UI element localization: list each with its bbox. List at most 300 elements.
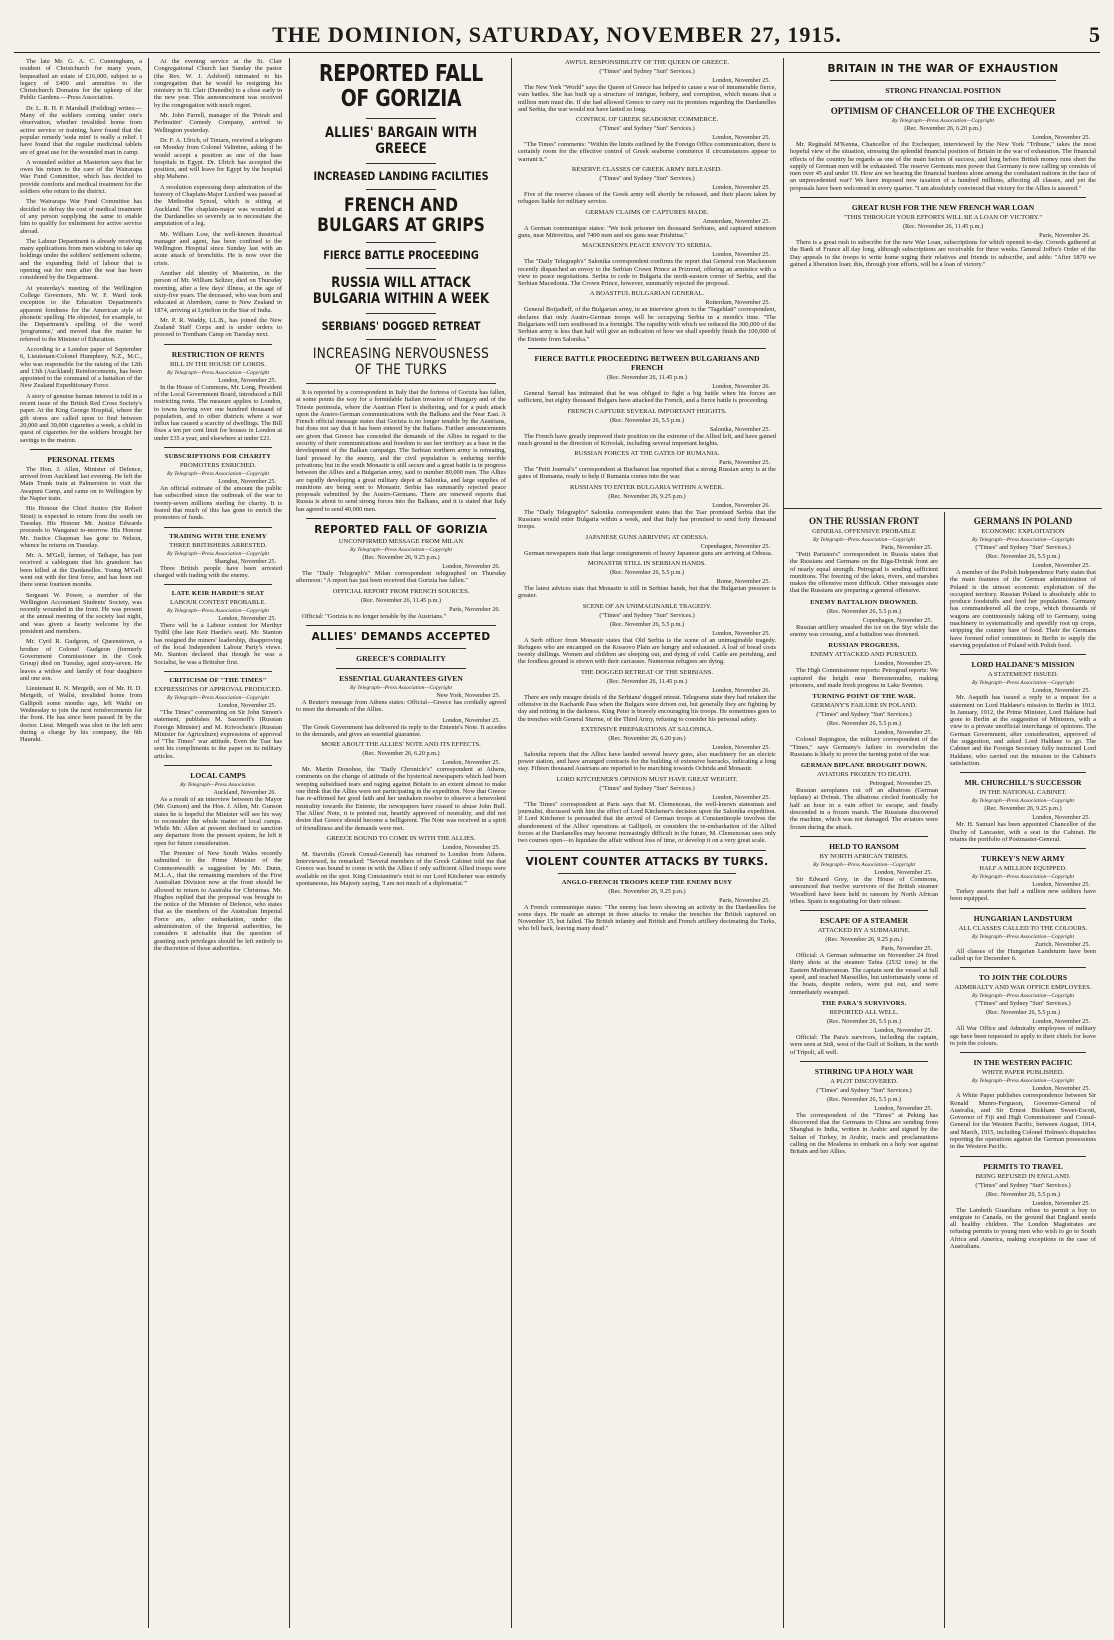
permits-heading: PERMITS TO TRAVEL	[983, 1161, 1063, 1171]
received-time: (Rec. November 26, 5.5 p.m.)	[826, 1017, 902, 1025]
trading-subheading: THREE BRITISHERS ARRESTED.	[169, 541, 267, 549]
local-camps-heading: LOCAL CAMPS	[190, 771, 246, 780]
headline-turks-nervousness: INCREASING NERVOUSNESS OF THE TURKS	[312, 346, 490, 378]
news-paragraph: There are only meagre details of the Serbians' dogged retreat. Telegrams state they had retaken the offensive in the Kachanik Pass when the Bulgars were driven out, but generally they are fighting by day and retiring in the darkness. King Peter is bravely encouraging his troops. He sometimes goes to the trenches with General Sturme, of the Third Army, refusing to consider his personal safety.	[518, 693, 776, 723]
services-credit: ("Times" and Sydney "Sun" Services.)	[816, 1086, 912, 1094]
article-separator	[800, 197, 1086, 198]
queen-heading: AWFUL RESPONSIBILITY OF THE QUEEN OF GREECE.	[564, 59, 730, 66]
news-paragraph: A member of the Polish Independence Party states that the main features of the German administration of Poland is the utmost economic exploitation of the occupied territory. Russian Poland is absolutely able to produce foodstuffs and feed her population. Germany has commandeered all the crops, which thousands of wagons are continuously taking off to Germany, using machinery to systematically and speedily root up crops, stripping the country bare of food. Their the Germans have formed relief committees in Berlin to supply the starving population of Poland with Polish food.	[950, 569, 1096, 649]
enter-bulgaria-heading: RUSSIANS TO ENTER BULGARIA WITHIN A WEEK.	[570, 483, 724, 491]
times-criticism-heading: CRITICISM OF "THE TIMES"	[169, 676, 267, 684]
news-paragraph: The Lambeth Guardians refuse to permit a boy to emigrate to Canada, on the ground that England needs all healthy children. The London Magistrates are refusing permits to young men who wish to go to South Africa and America, making exceptions in the case of Australians.	[950, 1206, 1096, 1251]
dateline: London, November 25.	[218, 701, 276, 709]
services-credit: ("Times" and Sydney "Sun" Services.)	[599, 611, 695, 619]
exhaustion-subheading-2: OPTIMISM OF CHANCELLOR OF THE EXCHEQUER	[830, 106, 1056, 116]
byline: By Telegraph—Press Association—Copyright	[971, 680, 1075, 687]
dateline: London, November 25.	[712, 629, 770, 637]
news-paragraph: His Honour the Chief Justice (Sir Robert Stout) is expected to return from the south on Tuesday. His Honour Mr. Justice Edwards proceeds to Wanganui to-morrow. His Honour Mr. Justice Chapman has gone to Nelson, whence he returns on Tuesday.	[20, 505, 142, 549]
news-paragraph: The Labour Department is already receiving many applications from men wishing to take up holdings under the soldiers' settlement scheme, and the expanding field of labour that is opening out for men after the war has been considered by the Department.	[20, 237, 142, 282]
byline: By Telegraph—Press Association—Copyright	[166, 550, 270, 557]
received-time: (Rec. November 26, 9.25 p.m.)	[825, 936, 903, 944]
byline: By Telegraph—Press Association.	[180, 782, 256, 788]
heights-heading: FRENCH CAPTURE SEVERAL IMPORTANT HEIGHTS.	[567, 407, 727, 415]
dateline: Paris, November 25.	[881, 945, 932, 953]
turkey-army-subheading: HALF A MILLION EQUIPPED.	[979, 865, 1067, 873]
news-paragraph: Mr. H. Samuel has been appointed Chancellor of the Duchy of Lancaster, with a seat in the Cabinet. He retains the portfolio of Postmaster-General.	[950, 821, 1096, 843]
news-paragraph: The French have greatly improved their position on the extreme of the Allied left, and have gained much ground in the direction of Krivolak, including several important heights.	[518, 432, 776, 447]
byline: By Telegraph—Press Association—Copyright	[971, 993, 1075, 1000]
received-time: (Rec. November 26, 5.5 p.m.)	[826, 607, 902, 615]
news-paragraph: Mr. A. M'Gell, farmer, of Taihape, has just received a cablegram that his grandson has been killed at the Dardanelles. Young M'Gell went out with the first force, and has been out there some fourteen months.	[20, 552, 142, 589]
dateline: London, November 25.	[218, 376, 276, 384]
services-credit: ("Times" and Sydney "Sun" Services.)	[975, 1000, 1071, 1008]
byline: By Telegraph—Press Association—Copyright	[166, 369, 270, 376]
dateline: London, November 25.	[218, 615, 276, 623]
news-paragraph: Mr. John Farrell, manager of the 'Petrah and Perlmutter' Comedy Company, arrived in Wellington yesterday.	[154, 112, 282, 134]
dateline: London, November 25.	[442, 716, 500, 724]
article-separator	[164, 765, 272, 766]
dateline: London, November 25.	[712, 184, 770, 192]
dateline: Rome, November 25.	[716, 577, 770, 585]
section-rule	[784, 508, 1102, 509]
dateline: London, November 25.	[712, 251, 770, 259]
column-1	[14, 58, 148, 1628]
fierce-battle-heading: FIERCE BATTLE PROCEEDING BETWEEN BULGARIANS AND FRENCH	[534, 353, 760, 372]
news-paragraph: "The Times" commenting on Sir John Simon's statement, publishes M. Sazonoff's (Russian Foreign Minister) and M. Krivochein's (Russian Minister for Agriculture) expressions of approval of "The Times" war attitude. Even the Tsar has sent his compliments to the paper on its military articles.	[154, 708, 282, 760]
news-paragraph: According to a London paper of September 6, Lieutenant-Colonel Humphrey, N.Z., M.C., who was responsible for the raising of the 12th and 13th (Auckland) Reinforcements, has been appointed to the command of a battalion of the New Zealand Expeditionary Force.	[20, 345, 142, 390]
column-5-top	[784, 58, 1102, 508]
article-separator	[164, 671, 272, 672]
para-survivors-heading: THE PARA'S SURVIVORS.	[821, 999, 907, 1007]
byline: By Telegraph—Press Association—Copyright	[166, 471, 270, 478]
received-time: (Rec. November 26, 5.5 p.m.)	[985, 1009, 1061, 1017]
news-paragraph: "The Times" comments: "Within the limits outlined by the Foreign Office communication, there is certainly room for the effective control of Greek seaborne commerce if circumstances appear to warrant it."	[518, 141, 776, 163]
dateline: London, November 25.	[874, 1104, 932, 1112]
charity-heading: SUBSCRIPTIONS FOR CHARITY	[164, 453, 272, 461]
received-time: (Rec. November 26, 5.5 p.m.)	[609, 620, 685, 628]
news-paragraph: Russian aeroplanes cut off an albatross (German biplane) at Dvinsk. The albatross circled frantically for half an hour in a vain effort to escape, and finally descended in a frozen marsh. The Russians discovered the machine, which was not damaged. The aviators were frozen during the attack.	[790, 787, 938, 831]
article-separator	[960, 772, 1086, 773]
headline-rule	[366, 268, 436, 269]
news-paragraph: Turkey asserts that half a million new soldiers have been equipped.	[950, 888, 1096, 903]
holy-war-heading: STIRRING UP A HOLY WAR	[814, 1066, 914, 1076]
dateline: Petrograd, November 25.	[869, 780, 932, 788]
news-paragraph: Official: The Para's survivors, including the captain, were seen at Sidi, west of the Gulf of Sollum, in the north of Tripoli, all well.	[790, 1033, 938, 1056]
news-paragraph: The "Daily Telegraph's" Salonika correspondent confirms the report that General von Mackensen recently dispatched an envoy to the Serbian Crown Prince at Prizrend, offering an armistice with a view to peace negotiations. Serbia to cede to Bulgaria the north-eastern corner of Serbia, and the Serbian Macedonia. The Crown Prince, however, summarily rejected the proposal.	[518, 258, 776, 288]
russian-front-subheading: GENERAL OFFENSIVE PROBABLE	[812, 528, 916, 535]
news-paragraph: Another old identity of Masterton, in the person of Mr. William Seltzer, died on Thursday morning, after a few days' illness, at the age of sixty-five years. The deceased, who was born and educated at Aberdeen, came to New Zealand in 1874, arriving at Lyttelton in the Star of India.	[154, 270, 282, 314]
claims-heading: GERMAN CLAIMS OF CAPTURES MADE.	[585, 208, 709, 216]
article-separator	[30, 449, 132, 450]
dateline: London, November 25.	[712, 743, 770, 751]
news-paragraph: Sergeant W. Power, a member of the Wellington Accountant Students' Society, was recently wounded in the front. He was present at the annual meeting of the society last night, and was given a hearty welcome by the president and members.	[20, 591, 142, 636]
received-time: (Rec. November 26, 9.25 p.m.)	[608, 492, 686, 500]
received-time: (Rec. November 26, 11.45 p.m.)	[606, 677, 688, 685]
trading-heading: TRADING WITH THE ENEMY	[169, 532, 267, 540]
news-paragraph: At yesterday's meeting of the Wellington College Governors, Mr. W. F. Ward took exception to the Education Department's apparent fondness for the American style of phonetic spelling. He objected, for example, to the Department's spelling of the word 'programme,' and moved that the matter be referred to the Minister of Education.	[20, 284, 142, 343]
dateline: London, November 26.	[712, 686, 770, 694]
dateline: Shanghai, November 25.	[214, 557, 276, 565]
dateline: Rotterdam, November 25.	[705, 299, 770, 307]
article-separator	[960, 967, 1086, 968]
turning-point-subheading: GERMANY'S FAILURE IN POLAND.	[811, 702, 917, 710]
news-paragraph: M. Stavridis (Greek Consul-General) has returned to London from Athens. Interviewed, he remarked: "Several members of the Greek Cabinet told me that Greece was bound to come in with the Allies if only sufficient Allied troops were available on the spot. King Constantine's visit to our Lord Kitchener was entirely spontaneous, his Majesty saying, 'I am not much of a diplomatist.'"	[296, 850, 506, 887]
dateline: London, November 25.	[1032, 1018, 1090, 1026]
allies-note-subheading: MORE ABOUT THE ALLIES' NOTE AND ITS EFFECTS.	[321, 741, 481, 749]
news-paragraph: All classes of the Hungarian Landsturm have been called up for December 6.	[950, 947, 1096, 963]
salonika-heading: EXTENSIVE PREPARATIONS AT SALONIKA.	[581, 725, 713, 733]
news-paragraph: General Boijadieff, of the Bulgarian army, in an interview given to the "Tageblatt" correspondent, declares that only Austro-German troops will be occupying Serbia in a month's time. "The Bulgarians will turn southward in a fortnight. The rapidity with which we reduced the 300,000 of the Serbian army is less than half will give an indication of how we shall speedily finish the 100,000 of the Entente from Salonika."	[518, 306, 776, 343]
news-paragraph: Mr. Cyril R. Gudgeon, of Queenstown, a brother of Colonel Gudgeon (formerly Government Commissioner in the Cook Group) died on Tuesday, aged sixty-seven. He leaves a widow and family of four daughters and one son.	[20, 638, 142, 682]
news-paragraph: There is a great rush to subscribe for the new War Loan, subscriptions for which opened to-day. Crowds gathered at the Bank of France all day long, although subscriptions are receivable for three weeks. General Joffre's Order of the Day appeals to the troops to write home urging their relatives and friends to subscribe, and adds: "After 1870 we gained a liberation loan; this, through your efforts, will be a loan of victory."	[790, 239, 1096, 268]
article-separator	[164, 344, 272, 345]
headline-rule	[830, 80, 1056, 81]
escape-heading: ESCAPE OF A STEAMER	[819, 916, 909, 926]
headline-fierce-battle: FIERCE BATTLE PROCEEDING	[323, 248, 479, 262]
kitchener-heading: LORD KITCHENER'S OPINION MUST HAVE GREAT WEIGHT.	[556, 775, 738, 783]
headline-gorizia: REPORTED FALL OF GORIZIA	[319, 61, 483, 112]
received-time: (Rec. November 26, 5.5 p.m.)	[609, 568, 685, 576]
demands-heading: ALLIES' DEMANDS ACCEPTED	[311, 630, 491, 643]
newspaper-title: THE DOMINION, SATURDAY, NOVEMBER 27, 1915.	[272, 22, 842, 47]
article-separator	[800, 910, 928, 911]
news-paragraph: Salonika reports that the Allies have landed several heavy guns, also machinery for an electric power station, and have arranged contracts for the building of extensive barracks, indicating a long stay. Fifteen thousand Austrians are reported to be marching towards Ochrida and Monastir.	[518, 750, 776, 773]
headline-rule	[366, 339, 436, 340]
dateline: Zurich, November 25.	[1035, 940, 1090, 948]
received-time: (Rec. November 26, 6.20 p.m.)	[362, 750, 440, 758]
headline-rule	[366, 118, 436, 119]
para-survivors-subheading: REPORTED ALL WELL.	[829, 1008, 899, 1016]
news-paragraph: German newspapers state that large consignments of heavy Japanese guns are arriving at Odessa.	[524, 549, 773, 557]
dateline: London, November 25.	[1032, 562, 1090, 569]
official-report-subheading: OFFICIAL REPORT FROM FRENCH SOURCES.	[332, 587, 470, 595]
dateline: London, November 25.	[874, 729, 932, 737]
dateline: Paris, November 25.	[881, 544, 932, 551]
poland-subheading: ECONOMIC EXPLOITATION	[981, 528, 1065, 535]
landsturm-heading: HUNGARIAN LANDSTURM	[973, 913, 1073, 923]
reserve-heading: RESERVE CLASSES OF GREEK ARMY RELEASED.	[571, 166, 723, 174]
dateline: Paris, November 25.	[719, 896, 770, 904]
dateline: Amsterdam, November 25.	[702, 217, 770, 225]
received-time: (Rec. November 26, 11.45 p.m.)	[902, 223, 984, 231]
byline: By Telegraph—Press Association—Copyright	[166, 694, 270, 701]
ransom-subheading: BY NORTH AFRICAN TRIBES.	[819, 852, 909, 860]
dateline: Paris, November 26.	[1039, 232, 1090, 240]
dateline: Copenhagen, November 25.	[700, 542, 770, 550]
demands-subheading: GREECE'S CORDIALITY	[356, 653, 446, 663]
headline-rule	[366, 189, 436, 190]
services-credit: ("Times" and Sydney "Sun" Services.)	[599, 68, 695, 75]
churchill-heading: MR. CHURCHILL'S SUCCESSOR	[964, 778, 1082, 788]
headline-russia-attack: RUSSIA WILL ATTACK BULGARIA WITHIN A WEEK	[312, 275, 490, 307]
headline-rule	[830, 100, 1056, 101]
received-time: (Rec. November 26, 9.25 p.m.)	[362, 554, 440, 562]
news-paragraph: The correspondent of the "Times" at Peking has discovered that the Germans in China are sending from Shanghai to India, written in Arabic and signed by the Sultan of Turkey, in Arabic, tracts and proclamations calling on the Moslems to embark on a holy war against Britain and her Allies.	[790, 1111, 938, 1156]
news-paragraph: The latest advices state that Monastir is still in Serbian hands, but that the Bulgarian pressure is greater.	[518, 584, 776, 600]
violent-attacks-subheading: ANGLO-FRENCH TROOPS KEEP THE ENEMY BUSY	[561, 878, 733, 886]
dateline: London, November 25.	[874, 868, 932, 876]
drowned-heading: ENEMY BATTALION DROWNED.	[810, 598, 918, 606]
news-paragraph: A German communique states: "We took prisoner ten thousand Serbians, and captured nineteen guns, near Mitrovitza, and 7400 men and six guns near Prishtina."	[518, 224, 776, 239]
news-paragraph: The late Mr. G. A. C. Cunningham, a resident of Christchurch for many years, bequeathed an estate of £16,000, subject to a legacy of £400 and annuities to the Christchurch Domains for the upkeep of the Public Gardens.—Press Association.	[20, 58, 142, 102]
byline: By Telegraph—Press Association—Copyright	[166, 608, 270, 615]
column-2	[148, 58, 288, 1628]
article-separator	[960, 848, 1086, 849]
received-time: (Rec. November 26, 9.25 p.m.)	[608, 887, 686, 895]
news-paragraph: Dr. L. R. H. P. Marshall (Feilding) writes:—Many of the soldiers coming under one's observation, whether invalided home from active service or training, have found that the popular remedy 'soda mint' is really a relief. I have found that the regular medicinal tablets are of great use for the wounded man in camp.	[20, 104, 142, 156]
article-separator	[528, 850, 766, 851]
byline: By Telegraph—Press Association—Copyright	[971, 874, 1075, 881]
news-paragraph: Lieutenant R. N. Mergeth, son of Mr. H. D. Mergeth, of Wallsi, invalided home from Gallipoli some months ago, left Waihi on Wednesday to join the next reinforcements for the front. He has since been passed fit by the doctor. Lieut. Mergeth was shot in the left arm during a charge by his company, the 6th Hauraki.	[20, 685, 142, 744]
western-pacific-subheading: WHITE PAPER PUBLISHED.	[981, 1069, 1065, 1077]
dateline: London, November 26.	[442, 563, 500, 571]
landsturm-subheading: ALL CLASSES CALLED TO THE COLOURS.	[958, 924, 1088, 932]
headline-rule	[336, 668, 466, 669]
article-separator	[960, 908, 1086, 909]
received-time: (Rec. November 26, 9.25 p.m.)	[984, 805, 1062, 813]
violent-attacks-heading: VIOLENT COUNTER ATTACKS BY TURKS.	[525, 855, 769, 868]
news-paragraph: Five of the reserve classes of the Greek army will shortly be released, and their places taken by refugees liable for military service.	[518, 191, 776, 206]
holy-war-subheading: A PLOT DISCOVERED.	[830, 1077, 898, 1085]
article-separator	[164, 584, 272, 585]
news-paragraph: A Reuter's message from Athens states: Official—Greece has cordially agreed to meet the demands of the Allies.	[296, 698, 506, 714]
dateline: Paris, November 26.	[449, 605, 500, 613]
article-separator	[960, 1052, 1086, 1053]
news-paragraph: As a result of an interview between the Mayor (Mr. Gunson) and the Hon. J. Allen, Mr. Gunson states he is hopeful the Minister will see his way to reconsider the whole matter of local camps. While Mr. Allen at present declined to sanction any departure from the present system, he left it open for future consideration.	[154, 796, 282, 847]
headline-rule	[366, 313, 436, 314]
dateline: Copenhagen, November 25.	[862, 616, 932, 624]
column-4	[512, 58, 782, 1628]
loan-heading: GREAT RUSH FOR THE NEW FRENCH WAR LOAN	[851, 203, 1035, 213]
commerce-heading: CONTROL OF GREEK SEABORNE COMMERCE.	[575, 116, 719, 124]
received-time: (Rec. November 26, 5.5 p.m.)	[985, 553, 1061, 560]
news-paragraph: The Greek Government has delivered its reply to the Entente's Note. It accedes to the demands, and gives an essential guarantee.	[296, 723, 506, 738]
headline-rule	[366, 163, 436, 164]
news-paragraph: The "Daily Telegraph's" Milan correspondent telegraphed on Thursday afternoon: "A report has just been received that Gorizia has fallen."	[296, 570, 506, 585]
churchill-subheading: IN THE NATIONAL CABINET.	[979, 789, 1067, 797]
haldane-subheading: A STATEMENT ISSUED.	[987, 671, 1059, 679]
dateline: New York, November 25.	[436, 691, 500, 699]
article-separator	[960, 1156, 1086, 1157]
personal-items-heading: PERSONAL ITEMS	[47, 454, 115, 464]
news-paragraph: Colonel Repington, the military correspondent of the "Times," says Germany's failure to overwhelm the Russians is likely to prove the turning point of the war.	[790, 736, 938, 758]
news-paragraph: A Serb officer from Monastir states that Old Serbia is the scene of an unimaginable tragedy. Refugees who are encamped on the Kossovo Plain are hungry and exhausted. A loaf of bread costs twenty shillings. Women and children are sleeping out, and dying of cold. Cattle are perishing, and the foodless ground is strewn with their carcasses. Numerous refugees are dying.	[518, 636, 776, 666]
haldane-heading: LORD HALDANE'S MISSION	[971, 660, 1075, 670]
services-credit: ("Times" and Sydney "Sun" Services.)	[975, 544, 1071, 551]
exhaustion-heading: BRITAIN IN THE WAR OF EXHAUSTION	[827, 63, 1059, 75]
news-paragraph: Official: "Gorizia is no longer tenable by the Austrians."	[302, 612, 447, 620]
article-separator	[800, 1061, 928, 1062]
news-paragraph: "The Times" correspondent at Paris says that M. Clemenceau, the well-known statesman and journalist, discussed with him the effect of Lord Kitchener's decision upon the Salonika expedition. If Lord Kitchener is persuaded that the arrival of German troops at Constantinople involves the abandonment of the Allies' operations at Gallipoli, or considers the re-embarkation of the Allied forces at the Dardanelles may become increasingly difficult in the future, M. Clemenceau sees only two courses open—to liquidate the affair without loss of time, or develop it on a very great scale.	[518, 800, 776, 845]
news-paragraph: There will be a Labour contest for Merthyr Tydfil (the late Keir Hardie's seat). Mr. Stanton has resigned the miners' leadership, disapproving of the local Independent Labour Party's views. Mr. Stanton declared that though he was a Socialist, he was a Britisher first.	[154, 622, 282, 666]
received-time: (Rec. November 26, 5.5 p.m.)	[985, 1190, 1061, 1198]
news-paragraph: The "Daily Telegraph's" Salonika correspondent states that the Tsar promised Serbia that the Russians would enter Bulgaria within a week, and that Italy has promised to send forty thousand troops.	[518, 508, 776, 531]
services-credit: ("Times" and Sydney "Sun" Services.)	[599, 125, 695, 133]
dateline: London, November 25.	[442, 843, 500, 851]
dateline: Paris, November 25.	[719, 459, 770, 467]
news-paragraph: The "Petit Journal's" correspondent at Bucharest has reported that a strong Russian army is at the gates of Rumania, ready to help if Rumania comes into the war.	[518, 466, 776, 481]
article-separator	[306, 625, 496, 626]
dateline: London, November 25.	[442, 759, 500, 767]
keir-hardie-heading: LATE KEIR HARDIE'S SEAT	[171, 590, 265, 598]
page-number: 5	[1089, 22, 1100, 47]
gorizia-subheading: UNCONFIRMED MESSAGE FROM MILAN	[338, 538, 464, 546]
article-separator	[164, 447, 272, 448]
headline-rule	[558, 873, 736, 874]
article-separator	[528, 348, 766, 349]
tragedy-heading: SCENE OF AN UNIMAGINABLE TRAGEDY.	[582, 602, 712, 610]
byline: By Telegraph—Press Association—Copyright	[349, 547, 453, 554]
services-credit: ("Times" and Sydney "Sun" Services.)	[816, 711, 912, 719]
news-paragraph: A story of genuine human interest is told in a recent issue of the British Red Cross Society's paper. At the King George Hospital, where the gift stores are called upon to find between 20,000 and 30,000 cigarettes a week, a child in quest of cigarettes for the soldiers brought her savings to the matron.	[20, 392, 142, 444]
join-colours-heading: TO JOIN THE COLOURS	[978, 973, 1068, 983]
keir-hardie-subheading: LABOUR CONTEST PROBABLE.	[169, 599, 267, 607]
envoy-heading: MACKENSEN'S PEACE ENVOY TO SERBIA.	[582, 242, 712, 250]
dateline: Auckland, November 26.	[213, 789, 276, 796]
news-paragraph: General Sarrail has intimated that he was obliged to fight a big battle when his forces are sufficient, but eighty thousand Bulgars have attacked the French, and a fierce battle is proceeding.	[518, 389, 776, 405]
dateline: London, November 25.	[1032, 134, 1090, 141]
news-paragraph: Official: A German submarine on November 24 fired thirty shots at the steamer Tafna (2532 tons) in the Eastern Mediterranean. The captain sent the vessel at full speed, and reached Marseilles, but unfortunately some of the boats, despite orders, were put out, and were immediately swamped.	[790, 952, 938, 996]
news-paragraph: Mr. Asquith has issued a reply to a request for a statement on Lord Haldane's mission to Berlin in 1912. In January, 1912, the Prime Minister, Lord Haldane had gone to Berlin at the suggestion of Ministers, with a view to a private unofficial interchange of opinions. The German Government, after consideration, approved of the suggestion, and asked Lord Haldane to go. The Cabinet and the Foreign Secretary fully instructed Lord Haldane, who carried out the mission to the Cabinet's satisfaction.	[950, 694, 1096, 767]
greece-bound-subheading: GREECE BOUND TO COME IN WITH THE ALLIES.	[326, 834, 476, 842]
headline-serbians-retreat: SERBIANS' DOGGED RETREAT	[321, 319, 481, 333]
news-paragraph: Dr. F. A. Ulrich, of Timaru, received a telegram on Monday from Colonel Valintine, asking if he would accept a position as one of the base hospitals in Egypt. Dr. Ulrich has accepted the position, and will leave for Egypt by the hospital ship Maheno.	[154, 136, 282, 181]
received-time: (Rec. November 26, 5.5 p.m.)	[826, 1095, 902, 1103]
news-paragraph: Russian artillery smashed the ice on the Styr while the enemy was crossing, and a battalion was drowned.	[790, 623, 938, 639]
dogged-retreat-heading: THE DOGGED RETREAT OF THE SERBIANS.	[580, 668, 714, 676]
article-separator	[800, 836, 928, 837]
dateline: London, November 25.	[712, 793, 770, 801]
headline-french-bulgars: FRENCH AND BULGARS AT GRIPS	[317, 195, 485, 236]
byline: By Telegraph—Press Association—Copyright	[971, 798, 1075, 805]
charity-subheading: PROMOTERS ENRICHED.	[179, 462, 257, 470]
western-pacific-heading: IN THE WESTERN PACIFIC	[973, 1058, 1073, 1068]
news-paragraph: The Premier of New South Wales recently submitted to the Prime Minister of the Commonwealth a suggestion by Mr. Dunn, M.L.A., that the remaining members of the First Australian Division now at the front should be allowed to return to Australia for Christmas. Mr. Hughes replied that the proposal was brought to the notice of the Minister of Defence, who states that as the members of the Australian Imperial Force are, after embarkation, under the administration of the Imperial authorities, he considers it advisable that the question of granting such privileges should be left entirely to the discretion of those authorities.	[154, 850, 282, 952]
received-time: (Rec. November 26, 6.20 p.m.)	[608, 734, 686, 742]
services-credit: ("Times" and Sydney "Sun" Services.)	[599, 175, 695, 183]
news-paragraph: The Hon. J. Allen, Minister of Defence, arrived from Auckland last evening. He left the Main Trunk train at Palmerston to visit the Awapuni Camp, and came on to Wellington by the Napier train.	[20, 465, 142, 503]
boastful-heading: A BOASTFUL BULGARIAN GENERAL.	[589, 290, 705, 298]
news-paragraph: An official estimate of the amount the public has subscribed since the outbreak of the war to twenty-seven millions sterling for charity. It is feared that much of this has gone to enrich the promoters of funds.	[154, 485, 282, 522]
news-paragraph: Sir Edward Grey, in the House of Commons, announced that twelve survivors of the British steamer Woodford have been held to ransom by North African tribes. Spain is negotiating for their release.	[790, 875, 938, 905]
news-paragraph: Mr. P. R. Waddy, LL.B., has joined the New Zealand Staff Corps and is under orders to proceed to Trentham Camp on Tuesday next.	[154, 316, 282, 339]
news-paragraph: The High Commissioner reports: Petrograd reports: We captured the height near Bereznemudno, making prisoners, and made fresh progress in Lake Sventen.	[790, 667, 938, 689]
byline: By Telegraph—Press Association—Copyright	[971, 1078, 1075, 1085]
loan-subheading: "THIS THROUGH YOUR EFFORTS WILL BE A LOAN OF VICTORY."	[843, 214, 1043, 222]
received-time: (Rec. November 26, 11.45 p.m.)	[606, 373, 688, 381]
masthead	[0, 14, 1114, 52]
dateline: London, November 25.	[1032, 814, 1090, 822]
byline: By Telegraph—Press Association—Copyright	[812, 861, 916, 868]
byline: By Telegraph—Press Association—Copyright	[971, 537, 1075, 543]
escape-subheading: ATTACKED BY A SUBMARINE.	[817, 927, 911, 935]
dateline: London, November 25.	[218, 478, 276, 486]
biplane-heading: GERMAN BIPLANE BROUGHT DOWN.	[800, 762, 928, 770]
received-time: (Rec. November 26, 11.45 p.m.)	[360, 596, 442, 604]
article-separator	[306, 383, 496, 384]
headline-greece-bargain: ALLIES' BARGAIN WITH GREECE	[324, 125, 478, 157]
dateline: Salonika, November 25.	[709, 425, 770, 433]
exhaustion-subheading: STRONG FINANCIAL POSITION	[885, 86, 1001, 95]
news-paragraph: A French communique states: "The enemy has been showing an activity in the Dardanelles for some days. He made an attempt in three attacks to retake the trenches the British captured on November 15, but failed. The British infantry and British and French artillery decimating the Turks, who fell back, leaving many dead."	[518, 903, 776, 933]
column-3	[290, 58, 512, 1628]
headline-landing-facilities: INCREASED LANDING FACILITIES	[313, 169, 489, 183]
news-paragraph: The Wairarapa War Fund Committee has decided to defray the cost of medical treatment of any person supplying the same to enable him to qualify for enlistment for active service abroad.	[20, 198, 142, 235]
services-credit: ("Times" and Sydney "Sun" Services.)	[599, 784, 695, 792]
received-time: (Rec. November 26, 5.5 p.m.)	[826, 720, 902, 728]
monastir-heading: MONASTIR STILL IN SERBIAN HANDS.	[587, 559, 707, 567]
article-separator	[960, 654, 1086, 655]
news-paragraph: A White Paper publishes correspondence between Sir Ronald Munro-Ferguson, Governor-General of Australia, and Sir Ernest Bickham Sweet-Escott, Governor of Fiji and High Commissioner and Consul-General for the Western Pacific, between August, 1914, and March, 1915, including Colonel Holmes's dispatches reporting the operations against the German possessions in the Western Pacific.	[950, 1092, 1096, 1151]
news-paragraph: A wounded soldier at Masterton says that he owes his return to the care of the Wairarapa War Fund Committee, which has decided to provide comforts and medical treatment for the soldiers who return to the district.	[20, 158, 142, 196]
poland-heading: GERMANS IN POLAND	[973, 516, 1073, 526]
byline: By Telegraph—Press Association—Copyright	[971, 933, 1075, 940]
column-5b	[944, 512, 1102, 1628]
news-paragraph: "Petit Parisien's" correspondent in Russia states that the Russians and Germans on the Riga-Dvinsk front are of nearly equal strength. Petrograd is sending sufficient munitions. The freezing of the lakes, rivers, and marshes makes the offensive more difficult. Other messages state that the Russians are preparing a general offensive.	[790, 551, 938, 595]
odessa-heading: JAPANESE GUNS ARRIVING AT ODESSA.	[585, 533, 709, 541]
demands-subheading-2: ESSENTIAL GUARANTEES GIVEN	[339, 673, 463, 683]
news-paragraph: Mr. Reginald M'Kenna, Chancellor of the Exchequer, interviewed by the New York "Tribune," takes the most hopeful view of the situation, stressing the splendid financial position of Britain in the war of exhaustion. The financial effects of the country he regards as one of the main factors of success, and long before British money runs short the supply of German men will be exhausted. The reserve Germans men power that Germany is now calling up consists of men over 45 and under 19. How are we bearing the financial burdens alone among the combatant nations in the face of an unprecedented war? We have imposed new taxation of a hundred millions, affecting all classes, and yet the proposals have been welcomed in every quarter. "I am absolutely convinced that victory for the Allies is assured."	[790, 141, 1096, 192]
byline: By Telegraph—Press Association—Copyright	[349, 684, 453, 691]
received-time: (Rec. November 26, 6.20 p.m.)	[904, 125, 982, 132]
news-paragraph: Mr. William Low, the well-known theatrical manager and agent, has been confined to the Wellington Hospital since Sunday last with an acute attack of bronchitis. He is now over the crisis.	[154, 230, 282, 267]
column-5a	[784, 512, 944, 1628]
main-headlines	[296, 62, 506, 378]
byline: By Telegraph—Press Association—Copyright	[891, 118, 995, 124]
turkey-army-heading: TURKEY'S NEW ARMY	[981, 854, 1065, 864]
news-paragraph: Three British people have been arrested charged with trading with the enemy.	[154, 564, 282, 579]
masthead-rule	[14, 52, 1100, 53]
dateline: London, November 26.	[712, 501, 770, 509]
news-paragraph: In the House of Commons, Mr. Long, President of the Local Government Board, introduced a Bill restricting rents. The measure applies to London, to towns having over one hundred thousand of population, and to other districts where a war influx has caused a scarcity of dwellings. The Bill fixes a ten per cent limit for houses in London at under £35 a year, and elsewhere at under £21.	[154, 383, 282, 442]
dateline: London, November 25.	[1032, 687, 1090, 695]
dateline: London, November 26.	[712, 382, 770, 390]
article-separator	[306, 518, 496, 519]
rumania-heading: RUSSIAN FORCES AT THE GATES OF RUMANIA.	[574, 450, 720, 458]
news-paragraph: All War Office and Admiralty employees of military age have been requested to apply to their chiefs for leave to join the colours.	[950, 1025, 1096, 1047]
news-paragraph: The New York "World" says the Queen of Greece has helped to cause a war of innumerable fierce, vain battles. She has built up a structure of intrigue, bribery, and corruption, which means that a million men must die. If she had allowed Greece to carry out its promises regarding the Dardanelles and Serbia, the war would not have lasted so long.	[518, 84, 776, 113]
dateline: London, November 25.	[1032, 881, 1090, 889]
turning-point-heading: TURNING POINT OF THE WAR.	[812, 693, 916, 701]
headline-rule	[336, 648, 466, 649]
news-paragraph: At the evening service at the St. Clair Congregational Church last Sunday the pastor (the Rev. W. J. Ashford) intimated to his congregation that he would be resigning his ministry in St. Clair (Dunedin) to a close early in the new year. This announcement was received by the congregation with much regret.	[154, 58, 282, 109]
dateline: London, November 25.	[712, 134, 770, 142]
dateline: London, November 25.	[874, 660, 932, 668]
progress-subheading: ENEMY ATTACKED AND PURSUED.	[810, 651, 918, 659]
ransom-heading: HELD TO RANSOM	[829, 841, 899, 851]
dateline: London, November 25.	[1032, 1085, 1090, 1093]
news-summary: It is reported by a correspondent in Italy that the fortress of Gorizia has fallen, at some points the way for a formidable Italian invasion of Hungary and of the Trieste peninsula, where the Austrian Fleet is sheltering, and for a push attack upon the Austro-German communications with the Balkans and the Near East. A French official message states that Gorizia is no longer tenable by the Austrians, but does not say that it has been entered by the Italians. Further announcements are given that Greece has conceded the demands of the Allies in regard to the security of their communications and freedom to use her territory as a base in the development of the Balkan campaign. The Serbian northern army is retreating, hard pressed by the enemy, and the civil population is enduring terrible privations; but in the south Monastir is still secure and a great battle is in progress between the Allies and a Bulgarian army, said to number 80,000 men. The Allies are rapidly developing a great military depot at Salonika, and large supplies of munitions are being sent to Monastir. Serbia has summarily rejected peace proposals submitted by the Austro-Germans. There are renewed reports that Russia is about to send strong forces into the Balkans, and it is stated that Italy has agreed to send 40,000 men.	[296, 389, 506, 513]
rents-subheading: BILL IN THE HOUSE OF LORDS.	[170, 360, 266, 368]
news-paragraph: Mr. Martin Donohoe, the "Daily Chronicle's" correspondent at Athens, comments on the change of attitude of the hysterical newspapers which had been weeping subsidised tears and raging against Britain to an extent almost to make one think that the Allies were not participating in the expedition. Now that Greece has re-affirmed her good faith and her unshaken resolve to observe a benevolent neutrality towards the Entente, the newspapers have ceased to abuse John Bull. The Allies' Note, it is pointed out, heartily approved of neutrality, and did not desire that Greece should become a belligerent. The Note was received in a spirit of friendliness and the demands were met.	[296, 766, 506, 832]
rents-heading: RESTRICTION OF RENTS	[171, 349, 265, 359]
times-criticism-subheading: EXPRESSIONS OF APPROVAL PRODUCED.	[154, 685, 282, 693]
dateline: London, November 25.	[712, 77, 770, 84]
services-credit: ("Times" and Sydney "Sun" Services.)	[975, 1181, 1071, 1189]
russian-front-heading: ON THE RUSSIAN FRONT	[808, 516, 920, 526]
received-time: (Rec. November 26, 5.5 p.m.)	[609, 416, 685, 424]
byline: By Telegraph—Press Association—Copyright	[812, 537, 916, 543]
news-paragraph: A resolution expressing deep admiration of the bravery of Chaplain-Major Luxford was passed at the Methodist Synod, which is sitting at Auckland. The chaplain-major was wounded at the Dardanelles so severely as to necessitate the amputation of a leg.	[154, 183, 282, 228]
dateline: London, November 25.	[874, 1026, 932, 1034]
gorizia-heading: REPORTED FALL OF GORIZIA	[314, 524, 488, 537]
join-colours-subheading: ADMIRALTY AND WAR OFFICE EMPLOYEES.	[954, 984, 1092, 992]
biplane-subheading: AVIATORS FROZEN TO DEATH.	[816, 771, 912, 779]
article-separator	[164, 527, 272, 528]
headline-rule	[366, 242, 436, 243]
dateline: London, November 25.	[1032, 1199, 1090, 1207]
permits-subheading: BEING REFUSED IN ENGLAND.	[975, 1172, 1071, 1180]
